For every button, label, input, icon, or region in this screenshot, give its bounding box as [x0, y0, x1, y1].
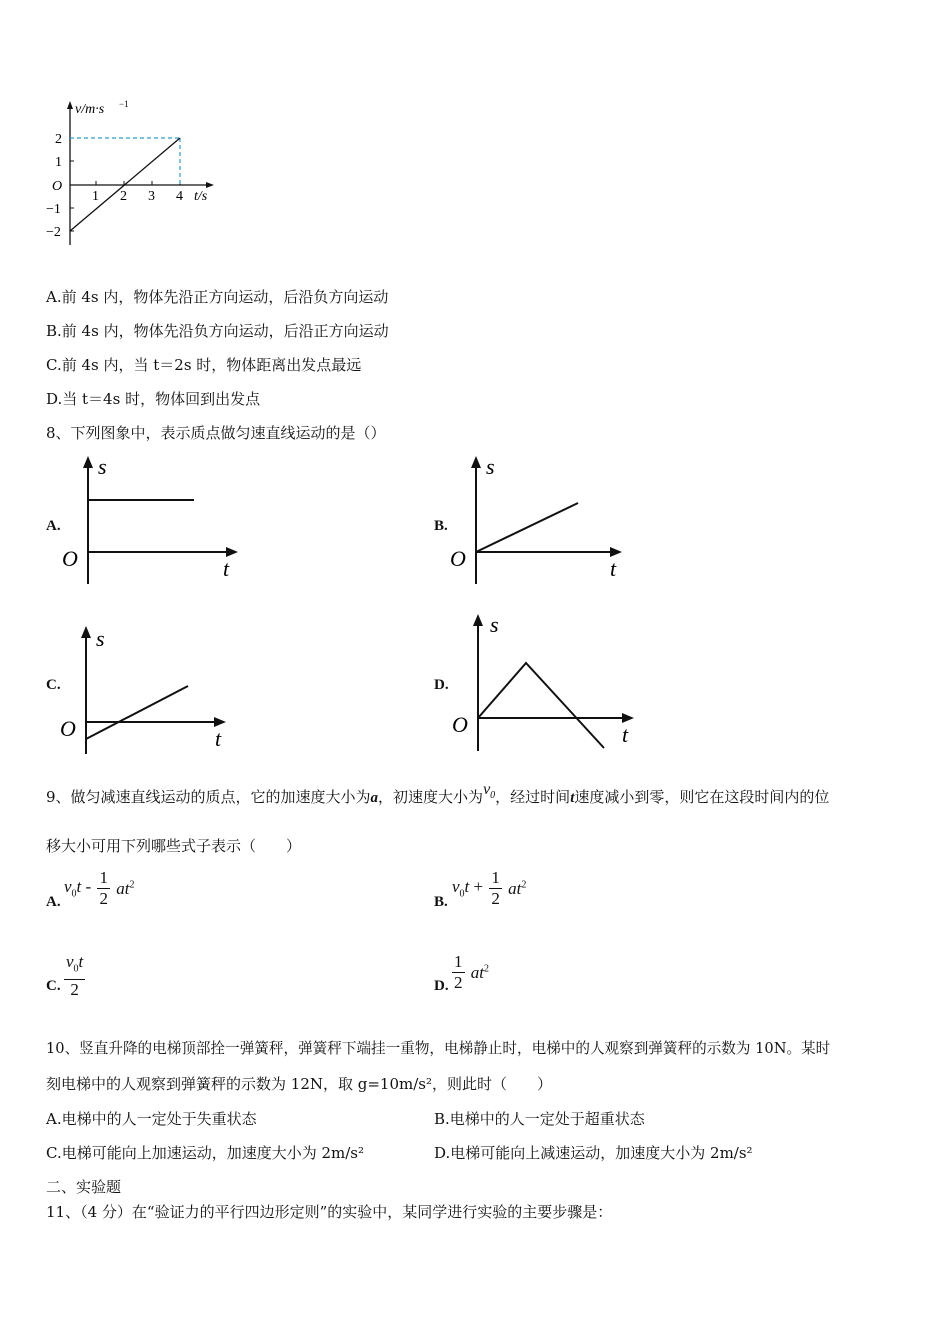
- q9-formula-c: $\frac{v_0t}{2}$: [66, 952, 84, 1000]
- q8-label-b: B.: [434, 518, 448, 534]
- q10-option-a: A.电梯中的人一定处于失重状态: [46, 1110, 257, 1128]
- q8-d-graph-line: [478, 663, 604, 748]
- q7-option-c: C.前 4s 内，当 t＝2s 时，物体距离出发点最远: [46, 356, 362, 374]
- x-axis-arrow: [206, 182, 214, 188]
- x-tick-label: 4: [176, 189, 183, 204]
- x-tick-label: 3: [148, 189, 155, 204]
- y-axis-arrow: [67, 101, 73, 109]
- svg-text:t: t: [610, 556, 617, 581]
- svg-text:s: s: [96, 626, 105, 651]
- q9-stem-line2: 移大小可用下列哪些式子表示（ ）: [46, 837, 302, 855]
- q10-option-d: D.电梯可能向上减速运动，加速度大小为 2m/s²: [434, 1144, 753, 1162]
- svg-text:t: t: [622, 722, 629, 747]
- q10-stem-line2: 刻电梯中的人观察到弹簧秤的示数为 12N，取 g=10m/s²，则此时（ ）: [46, 1075, 552, 1093]
- x-tick-label: 1: [92, 189, 99, 204]
- svg-text:s: s: [486, 454, 495, 479]
- x-tick-label: 2: [120, 189, 127, 204]
- q9-stem-line1: 9、做匀减速直线运动的质点，它的加速度大小为a，初速度大小为$v_0$，经过时间t速度减小到零，则它在这段时间内的位: [46, 781, 830, 806]
- q8-stem: 8、下列图象中，表示质点做匀速直线运动的是（）: [46, 424, 386, 442]
- q7-option-d: D.当 t＝4s 时，物体回到出发点: [46, 390, 261, 408]
- svg-text:s: s: [490, 612, 499, 637]
- q7-option-a: A.前 4s 内，物体先沿正方向运动，后沿负方向运动: [46, 288, 389, 306]
- q8-label-c: C.: [46, 677, 61, 693]
- q11-stem: 11、（4 分）在“验证力的平行四边形定则”的实验中，某同学进行实验的主要步骤是：: [46, 1203, 613, 1221]
- svg-text:O: O: [60, 716, 76, 741]
- y-tick-label: 2: [55, 132, 62, 147]
- q8-c-graph-line: [86, 686, 188, 739]
- q10-stem-line1: 10、竖直升降的电梯顶部拴一弹簧秤，弹簧秤下端挂一重物，电梯静止时，电梯中的人观察到弹簧秤的示数为 10N。某时: [46, 1040, 831, 1057]
- q10-option-b: B.电梯中的人一定处于超重状态: [434, 1110, 645, 1128]
- q9-formula-d: $\frac{1}{2}$ $at^2$: [454, 952, 489, 992]
- y-axis-label-exp: −1: [119, 99, 129, 109]
- q9-label-a: A.: [46, 894, 61, 910]
- velocity-time-graph: [40, 95, 230, 265]
- q8-graph-c: [58, 622, 248, 757]
- origin-label: O: [52, 179, 63, 194]
- q8-label-d: D.: [434, 677, 449, 693]
- q9-formula-a: $v_0t$ - $\frac{1}{2}$ $at^2$: [64, 868, 135, 908]
- svg-text:t: t: [215, 726, 222, 751]
- q9-formula-b: $v_0t$ + $\frac{1}{2}$ $at^2$: [452, 868, 527, 908]
- y-tick-label: −2: [46, 225, 61, 240]
- q9-label-c: C.: [46, 978, 61, 994]
- svg-text:O: O: [452, 712, 468, 737]
- svg-text:t: t: [223, 556, 230, 581]
- q8-label-a: A.: [46, 518, 61, 534]
- q10-option-c: C.电梯可能向上加速运动，加速度大小为 2m/s²: [46, 1144, 365, 1162]
- y-axis-label: v/m·s: [75, 102, 105, 117]
- q9-label-d: D.: [434, 978, 449, 994]
- q8-b-graph-line: [476, 503, 578, 552]
- x-axis-label: t/s: [194, 189, 208, 204]
- svg-text:s: s: [98, 454, 107, 479]
- y-tick-label: 1: [55, 155, 62, 170]
- q8-graph-b: [448, 452, 638, 587]
- q9-label-b: B.: [434, 894, 448, 910]
- q8-graph-a: [60, 452, 250, 587]
- svg-text:O: O: [62, 546, 78, 571]
- y-tick-label: −1: [46, 202, 61, 217]
- q7-option-b: B.前 4s 内，物体先沿负方向运动，后沿正方向运动: [46, 322, 389, 340]
- q8-graph-d: [450, 608, 650, 753]
- section-heading: 二、实验题: [46, 1178, 122, 1196]
- svg-text:O: O: [450, 546, 466, 571]
